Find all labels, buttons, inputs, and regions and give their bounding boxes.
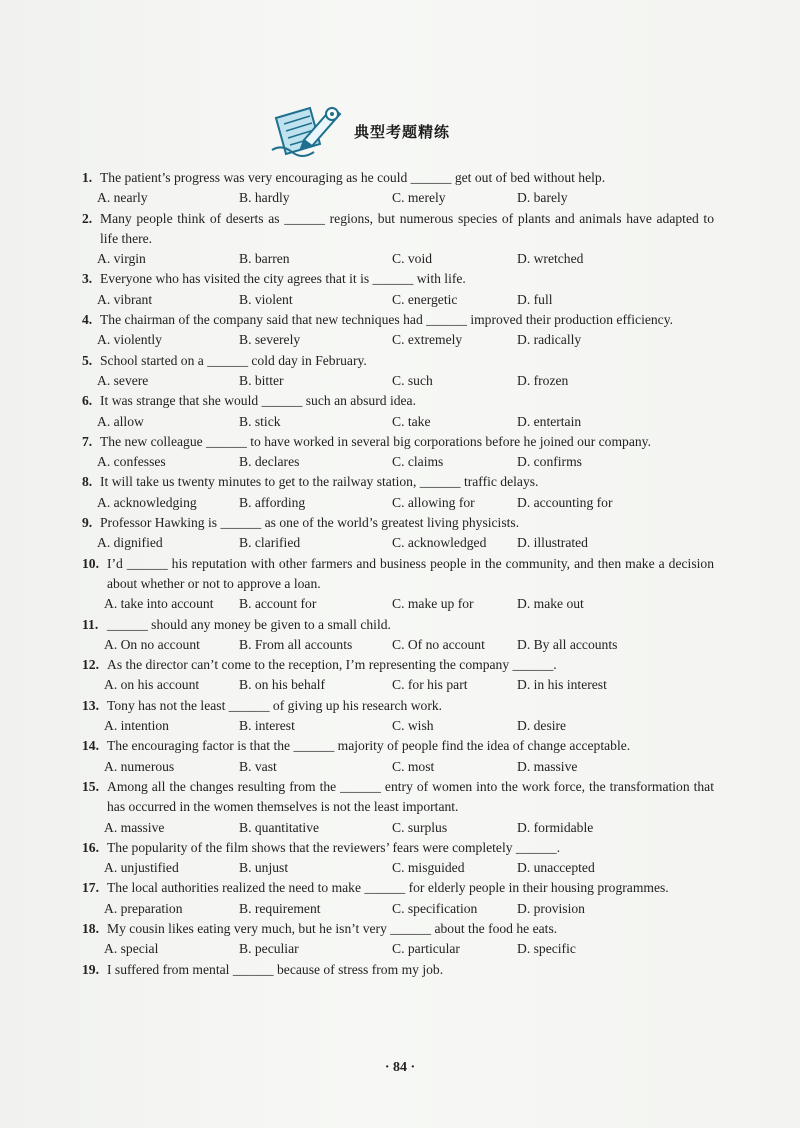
question-number: 19. bbox=[82, 961, 99, 977]
answer-option: A. On no account bbox=[104, 636, 200, 652]
question-item bbox=[82, 696, 714, 737]
answer-option: D. provision bbox=[517, 900, 585, 916]
answer-option: A. nearly bbox=[97, 190, 148, 206]
question-number: 6. bbox=[82, 393, 93, 409]
question-text: It will take us twenty minutes to get to the railway station, ______ traffic delays. bbox=[100, 474, 539, 490]
question-stem bbox=[82, 554, 714, 595]
question-item bbox=[82, 554, 714, 615]
question-item bbox=[82, 615, 714, 656]
answer-option: A. virgin bbox=[97, 251, 146, 267]
question-item bbox=[82, 919, 714, 960]
question-stem bbox=[82, 391, 714, 411]
question-item bbox=[82, 960, 714, 980]
question-item bbox=[82, 209, 714, 270]
answer-options bbox=[82, 939, 714, 959]
answer-option: B. barren bbox=[239, 251, 290, 267]
answer-option: D. barely bbox=[517, 190, 568, 206]
section-title: 典型考题精练 bbox=[354, 122, 451, 141]
answer-option: D. confirms bbox=[517, 454, 582, 470]
question-text: Among all the changes resulting from the ______ entry of women into the work force, the transformation that has occurred in the women themselves is not the least important. bbox=[107, 778, 714, 815]
question-number: 4. bbox=[82, 312, 93, 328]
answer-option: B. peculiar bbox=[239, 941, 299, 957]
answer-options bbox=[82, 533, 714, 553]
answer-option: C. energetic bbox=[392, 291, 458, 307]
answer-option: A. confesses bbox=[97, 454, 166, 470]
question-number: 12. bbox=[82, 657, 99, 673]
answer-option: B. interest bbox=[239, 718, 295, 734]
question-item bbox=[82, 472, 714, 513]
question-stem bbox=[82, 310, 714, 330]
answer-option: D. accounting for bbox=[517, 494, 613, 510]
question-text: The popularity of the film shows that the reviewers’ fears were completely ______. bbox=[107, 839, 561, 855]
answer-option: B. violent bbox=[239, 291, 293, 307]
answer-option: D. frozen bbox=[517, 372, 569, 388]
answer-options bbox=[82, 594, 714, 614]
question-stem bbox=[82, 351, 714, 371]
answer-options bbox=[82, 330, 714, 350]
answer-option: A. intention bbox=[104, 718, 169, 734]
answer-options bbox=[82, 493, 714, 513]
question-item bbox=[82, 310, 714, 351]
answer-option: C. acknowledged bbox=[392, 535, 487, 551]
answer-option: C. allowing for bbox=[392, 494, 475, 510]
question-number: 15. bbox=[82, 778, 99, 794]
answer-option: C. misguided bbox=[392, 860, 465, 876]
question-text: The local authorities realized the need to make ______ for elderly people in their housing programmes. bbox=[107, 880, 669, 896]
question-stem bbox=[82, 736, 714, 756]
question-number: 3. bbox=[82, 271, 93, 287]
answer-option: B. on his behalf bbox=[239, 677, 326, 693]
answer-option: A. allow bbox=[97, 413, 144, 429]
answer-option: D. By all accounts bbox=[517, 636, 618, 652]
question-stem bbox=[82, 615, 714, 635]
question-number: 5. bbox=[82, 352, 93, 368]
question-text: The chairman of the company said that new techniques had ______ improved their production efficiency. bbox=[100, 312, 674, 328]
answer-option: B. severely bbox=[239, 332, 301, 348]
answer-option: D. formidable bbox=[517, 819, 594, 835]
answer-option: D. full bbox=[517, 291, 553, 307]
answer-option: B. From all accounts bbox=[239, 636, 353, 652]
question-item bbox=[82, 351, 714, 392]
answer-option: B. hardly bbox=[239, 190, 290, 206]
question-text: Tony has not the least ______ of giving up his research work. bbox=[107, 697, 443, 713]
question-item bbox=[82, 432, 714, 473]
question-stem bbox=[82, 960, 714, 980]
question-stem bbox=[82, 919, 714, 939]
question-number: 17. bbox=[82, 880, 99, 896]
answer-option: B. quantitative bbox=[239, 819, 320, 835]
question-text: ______ should any money be given to a small child. bbox=[107, 616, 391, 632]
question-item bbox=[82, 168, 714, 209]
answer-option: B. unjust bbox=[239, 860, 289, 876]
answer-option: A. on his account bbox=[104, 677, 200, 693]
question-stem bbox=[82, 168, 714, 188]
answer-option: A. dignified bbox=[97, 535, 163, 551]
question-item bbox=[82, 391, 714, 432]
answer-option: D. unaccepted bbox=[517, 860, 595, 876]
question-item bbox=[82, 736, 714, 777]
answer-option: D. illustrated bbox=[517, 535, 588, 551]
question-text: The patient’s progress was very encouraging as he could ______ get out of bed without help. bbox=[100, 170, 606, 185]
question-text: The encouraging factor is that the ______ majority of people find the idea of change acceptable. bbox=[107, 738, 631, 754]
answer-option: B. vast bbox=[239, 758, 277, 774]
question-text: Professor Hawking is ______ as one of the world’s greatest living physicists. bbox=[100, 515, 520, 531]
answer-option: C. make up for bbox=[392, 596, 474, 612]
question-number: 10. bbox=[82, 555, 99, 571]
question-number: 2. bbox=[82, 210, 93, 226]
question-item bbox=[82, 777, 714, 838]
question-number: 11. bbox=[82, 616, 99, 632]
answer-option: B. bitter bbox=[239, 372, 284, 388]
answer-option: A. special bbox=[104, 941, 159, 957]
answer-option: B. stick bbox=[239, 413, 281, 429]
question-text: It was strange that she would ______ such an absurd idea. bbox=[100, 393, 416, 409]
question-stem bbox=[82, 432, 714, 452]
answer-option: B. account for bbox=[239, 596, 317, 612]
answer-option: C. merely bbox=[392, 190, 446, 206]
question-text: School started on a ______ cold day in February. bbox=[100, 352, 367, 368]
answer-options bbox=[82, 818, 714, 838]
answer-options bbox=[82, 675, 714, 695]
answer-option: D. wretched bbox=[517, 251, 584, 267]
question-stem bbox=[82, 269, 714, 289]
question-stem bbox=[82, 655, 714, 675]
answer-option: D. radically bbox=[517, 332, 582, 348]
question-item bbox=[82, 269, 714, 310]
answer-option: D. make out bbox=[517, 596, 584, 612]
answer-option: C. claims bbox=[392, 454, 444, 470]
question-stem bbox=[82, 878, 714, 898]
answer-option: C. most bbox=[392, 758, 435, 774]
question-stem bbox=[82, 209, 714, 250]
answer-option: D. in his interest bbox=[517, 677, 607, 693]
question-text: The new colleague ______ to have worked in several big corporations before he joined our company. bbox=[100, 433, 651, 449]
question-text: My cousin likes eating very much, but he isn’t very ______ about the food he eats. bbox=[107, 920, 558, 936]
answer-options bbox=[82, 249, 714, 269]
question-item bbox=[82, 513, 714, 554]
section-header bbox=[270, 100, 450, 162]
answer-option: A. preparation bbox=[104, 900, 183, 916]
answer-options bbox=[82, 290, 714, 310]
question-text: I’d ______ his reputation with other farmers and business people in the community, and then make a decision about whether or not to approve a loan. bbox=[107, 555, 714, 591]
answer-option: C. for his part bbox=[392, 677, 468, 693]
answer-option: A. severe bbox=[97, 372, 149, 388]
question-stem bbox=[82, 472, 714, 492]
question-list bbox=[82, 168, 714, 980]
question-text: As the director can’t come to the reception, I’m representing the company ______. bbox=[107, 657, 557, 673]
answer-option: D. entertain bbox=[517, 413, 582, 429]
answer-options bbox=[82, 716, 714, 736]
question-text: Everyone who has visited the city agrees that it is ______ with life. bbox=[100, 271, 466, 287]
answer-option: C. Of no account bbox=[392, 636, 485, 652]
question-number: 7. bbox=[82, 433, 93, 449]
answer-option: A. acknowledging bbox=[97, 494, 197, 510]
question-number: 14. bbox=[82, 738, 99, 754]
answer-option: C. extremely bbox=[392, 332, 463, 348]
answer-options bbox=[82, 371, 714, 391]
question-number: 8. bbox=[82, 474, 93, 490]
answer-option: C. specification bbox=[392, 900, 478, 916]
pen-and-paper-icon bbox=[270, 100, 346, 162]
answer-option: C. surplus bbox=[392, 819, 448, 835]
answer-option: D. desire bbox=[517, 718, 567, 734]
answer-options bbox=[82, 412, 714, 432]
answer-options bbox=[82, 858, 714, 878]
answer-option: C. particular bbox=[392, 941, 460, 957]
answer-option: D. specific bbox=[517, 941, 576, 957]
answer-option: A. violently bbox=[97, 332, 162, 348]
answer-options bbox=[82, 757, 714, 777]
answer-option: A. unjustified bbox=[104, 860, 179, 876]
answer-option: C. wish bbox=[392, 718, 434, 734]
answer-option: C. such bbox=[392, 372, 433, 388]
answer-option: A. vibrant bbox=[97, 291, 153, 307]
question-stem bbox=[82, 838, 714, 858]
question-item bbox=[82, 878, 714, 919]
question-number: 18. bbox=[82, 920, 99, 936]
answer-options bbox=[82, 188, 714, 208]
answer-option: B. affording bbox=[239, 494, 306, 510]
question-item bbox=[82, 655, 714, 696]
question-number: 1. bbox=[82, 170, 93, 185]
answer-options bbox=[82, 452, 714, 472]
answer-option: C. take bbox=[392, 413, 431, 429]
answer-option: A. numerous bbox=[104, 758, 175, 774]
answer-option: B. requirement bbox=[239, 900, 321, 916]
question-number: 16. bbox=[82, 839, 99, 855]
question-stem bbox=[82, 777, 714, 818]
answer-options bbox=[82, 899, 714, 919]
page-number: · 84 · bbox=[384, 1060, 416, 1075]
answer-option: C. void bbox=[392, 251, 433, 267]
question-text: Many people think of deserts as ______ regions, but numerous species of plants and animals have adapted to life there. bbox=[100, 210, 714, 246]
answer-options bbox=[82, 635, 714, 655]
answer-option: A. massive bbox=[104, 819, 165, 835]
question-stem bbox=[82, 696, 714, 716]
answer-option: B. clarified bbox=[239, 535, 301, 551]
answer-option: B. declares bbox=[239, 454, 300, 470]
question-text: I suffered from mental ______ because of stress from my job. bbox=[107, 961, 444, 977]
question-item bbox=[82, 838, 714, 879]
question-number: 13. bbox=[82, 697, 99, 713]
answer-option: A. take into account bbox=[104, 596, 214, 612]
answer-option: D. massive bbox=[517, 758, 578, 774]
question-number: 9. bbox=[82, 515, 93, 531]
question-stem bbox=[82, 513, 714, 533]
